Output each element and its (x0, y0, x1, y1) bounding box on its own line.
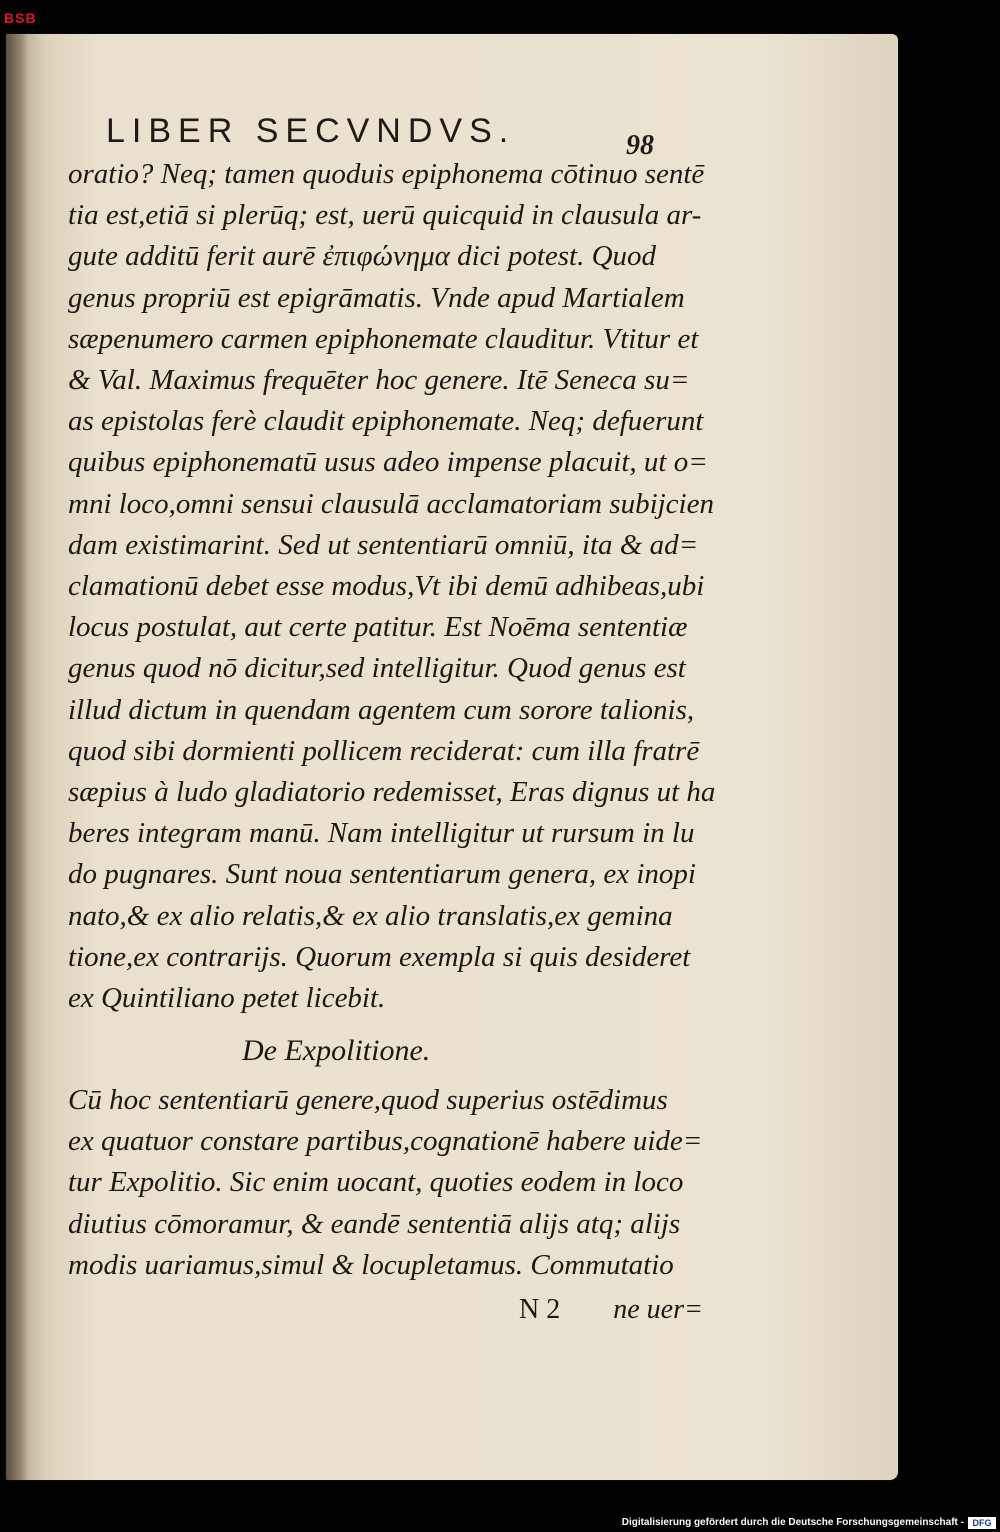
text-line: Cū hoc sententiarū genere,quod superius ostēdimus (68, 1084, 668, 1116)
text-line: tur Expolitio. Sic enim uocant, quoties eodem in loco (68, 1166, 684, 1199)
book-page (6, 34, 898, 1480)
catchword: ne uer= (613, 1294, 703, 1325)
text-line: tione,ex contrarijs. Quorum exempla si quis desideret (68, 940, 691, 973)
page-gutter-shadow (6, 34, 28, 1480)
running-head: LIBER SECVNDVS. (106, 112, 516, 150)
text-line: nato,& ex alio relatis,& ex alio translatis,ex gemina (68, 899, 673, 932)
signature-mark: N 2 (519, 1294, 561, 1325)
text-line: locus postulat, aut certe patitur. Est Noēma sententiæ (68, 611, 688, 644)
text-line: modis uariamus,simul & locupletamus. Commutatio (68, 1248, 674, 1281)
dfg-logo: DFG (968, 1517, 996, 1529)
text-line: quod sibi dormienti pollicem reciderat: cum illa fratrē (68, 734, 700, 767)
text-line: as epistolas ferè claudit epiphonemate. Neq; defuerunt (68, 405, 704, 438)
text-line: diutius cōmoramur, & eandē sententiā alijs atq; alijs (68, 1207, 681, 1240)
section-heading: De Expolitione. (242, 1034, 431, 1067)
funding-credit: Digitalisierung gefördert durch die Deutsche Forschungsgemeinschaft - (621, 1517, 964, 1528)
folio-number: 98 (626, 130, 654, 161)
text-line: sæpius à ludo gladiatorio redemisset, Eras dignus ut ha (68, 776, 716, 809)
text-line: gute additū ferit aurē ἐπιφώνημα dici potest. Quod (68, 240, 657, 273)
paragraph-1 (68, 154, 728, 1019)
text-line: clamationū debet esse modus,Vt ibi demū adhibeas,ubi (68, 570, 705, 603)
paragraph-2 (68, 1080, 728, 1286)
bsb-logo: BSB (4, 10, 37, 26)
text-line: & Val. Maximus frequēter hoc genere. Itē Seneca su= (68, 364, 690, 397)
text-line: mni loco,omni sensui clausulā acclamatoriam subijcien (68, 487, 714, 520)
text-line: sæpenumero carmen epiphonemate clauditur. Vtitur et (68, 322, 699, 355)
text-line: illud dictum in quendam agentem cum sorore talionis, (68, 693, 695, 726)
text-line: beres integram manū. Nam intelligitur ut rursum in lu (68, 817, 695, 850)
text-line: ex Quintiliano petet licebit. (68, 982, 386, 1015)
catch-line (519, 1294, 703, 1326)
text-line: genus propriū est epigrāmatis. Vnde apud Martialem (68, 281, 685, 314)
text-line: ex quatuor constare partibus,cognationē habere uide= (68, 1125, 703, 1158)
text-line: dam existimarint. Sed ut sententiarū omniū, ita & ad= (68, 528, 699, 561)
text-line: oratio? Neq; tamen quoduis epiphonema cōtinuo sentē (68, 158, 705, 190)
text-line: genus quod nō dicitur,sed intelligitur. Quod genus est (68, 652, 686, 685)
text-line: tia est,etiā si plerūq; est, uerū quicquid in clausula ar- (68, 199, 702, 232)
text-line: do pugnares. Sunt noua sententiarum genera, ex inopi (68, 858, 696, 891)
text-line: quibus epiphonematū usus adeo impense placuit, ut o= (68, 446, 708, 479)
